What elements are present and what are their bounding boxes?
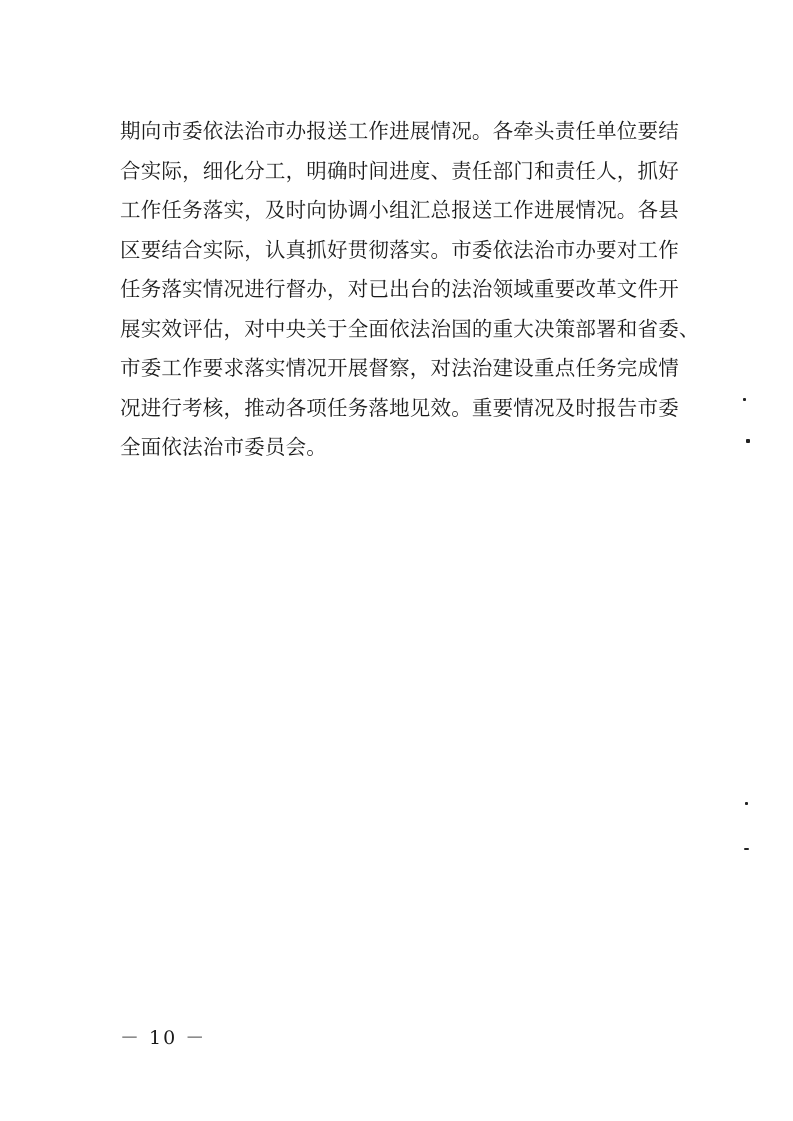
paragraph-line: 合实际，细化分工，明确时间进度、责任部门和责任人，抓好 [120, 158, 679, 183]
paragraph-line: 区要结合实际，认真抓好贯彻落实。市委依法治市办要对工作 [120, 237, 679, 262]
scan-speck [744, 848, 749, 850]
scan-speck [746, 439, 750, 443]
paragraph-line: 任务落实情况进行督办，对已出台的法治领域重要改革文件开 [120, 277, 679, 301]
paragraph-line: 市委工作要求落实情况开展督察，对法治建设重点任务完成情 [120, 356, 679, 380]
body-paragraph [120, 112, 700, 468]
paragraph-line: 展实效评估，对中央关于全面依法治国的重大决策部署和省委、 [120, 316, 700, 341]
page-number: － 10 － [120, 1027, 207, 1049]
paragraph-line: 况进行考核，推动各项任务落地见效。重要情况及时报告市委 [120, 395, 679, 420]
paragraph-line: 全面依法治市委员会。 [120, 435, 327, 459]
paragraph-line: 工作任务落实，及时向协调小组汇总报送工作进展情况。各县 [120, 198, 679, 222]
paragraph-line: 期向市委依法治市办报送工作进展情况。各牵头责任单位要结 [120, 119, 679, 143]
scan-speck [745, 802, 748, 805]
scan-speck [743, 398, 746, 401]
